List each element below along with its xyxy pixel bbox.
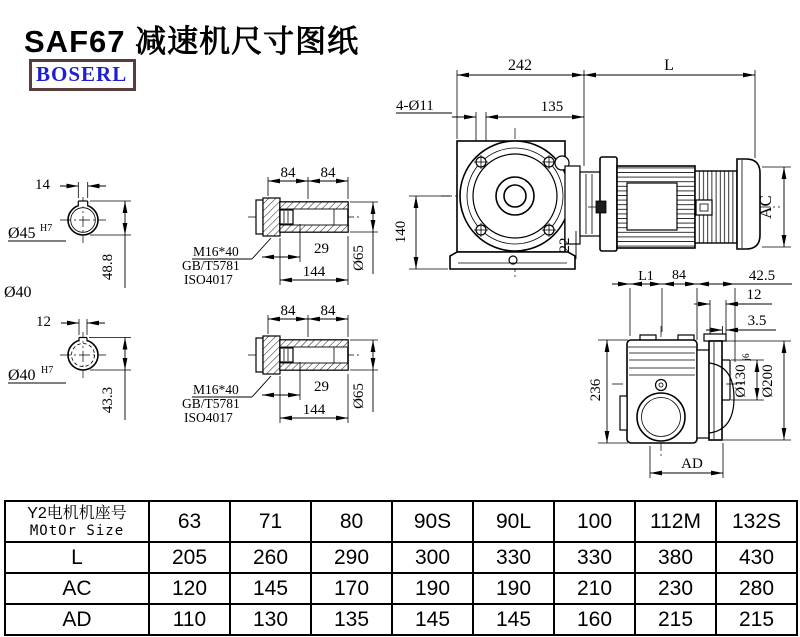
col-90S: 90S (392, 501, 473, 542)
side-cover (620, 396, 627, 430)
header-en: MOtOr Size (29, 523, 125, 539)
standard-gb-text: GB/T5781 (182, 258, 240, 273)
dim-keyway-width-12 (36, 314, 105, 335)
dim-140 (393, 196, 450, 269)
row-label-AC: AC (5, 573, 149, 604)
standard-iso-text: ISO4017 (184, 272, 233, 287)
dim-text-200: Ø200 (760, 364, 776, 398)
dim-text-144: 144 (302, 264, 326, 280)
table-row-AD (5, 604, 797, 635)
cell: 300 (392, 542, 473, 573)
cell: 120 (149, 573, 230, 604)
cell: 215 (635, 604, 716, 635)
table-row-AC (5, 573, 797, 604)
cell: 230 (635, 573, 716, 604)
cell: 430 (716, 542, 797, 573)
dim-text-12b: 12 (746, 287, 762, 303)
dim-84-84 (268, 165, 348, 199)
dim-text-135: 135 (540, 99, 564, 115)
gearbox-front-view (393, 57, 755, 277)
page-title: SAF67 减速机尺寸图纸 (24, 24, 360, 59)
hollow-shaft-section (182, 165, 378, 287)
shaft-bore-section-top (8, 177, 131, 288)
cell: 145 (392, 604, 473, 635)
dim-keyway-width-14 (35, 177, 106, 198)
cell: 215 (716, 604, 797, 635)
bore-tol-text: H7 (40, 223, 53, 234)
cell: 280 (716, 573, 797, 604)
motor-adapter (565, 166, 600, 244)
col-90L: 90L (473, 501, 554, 542)
hollow-shaft-section-lower (182, 303, 378, 425)
dim-text-14: 14 (35, 177, 50, 193)
col-132S: 132S (716, 501, 797, 542)
dim-text-84b: 84 (320, 165, 336, 181)
bore-tol-text: H7 (41, 365, 54, 376)
bolt-spec-text: M16*40 (193, 244, 239, 259)
cell: 135 (311, 604, 392, 635)
dim-text-84a: 84 (280, 165, 296, 181)
input-flange (697, 334, 734, 440)
dim-text-L1: L1 (638, 269, 654, 284)
motor-coupling-box (696, 200, 712, 215)
dim-dia-65 (350, 202, 378, 274)
shaft-bore-section-bottom (8, 314, 131, 420)
label-bore-dia-45 (8, 223, 66, 242)
motor (588, 157, 791, 251)
dim-text-43-3: 43.3 (100, 386, 116, 414)
dim-keyway-height-43-3 (89, 338, 131, 421)
col-100: 100 (554, 501, 635, 542)
cell: 205 (149, 542, 230, 573)
col-80: 80 (311, 501, 392, 542)
cell: 290 (311, 542, 392, 573)
cell: 145 (473, 604, 554, 635)
cell: 110 (149, 604, 230, 635)
cell: 380 (635, 542, 716, 573)
dim-text-3-5: 3.5 (747, 313, 767, 329)
mount-holes-text: 4-Ø11 (396, 98, 434, 114)
dim-text-48-8: 48.8 (100, 253, 116, 281)
dim-text-65: Ø65 (351, 245, 367, 271)
cell: 210 (554, 573, 635, 604)
bolt-head (280, 210, 293, 224)
cell: 330 (554, 542, 635, 573)
bore-dia-text: Ø40 (8, 367, 36, 384)
mounting-foot (450, 252, 575, 269)
gearbox-side-view (588, 268, 792, 478)
col-71: 71 (230, 501, 311, 542)
dim-text-29: 29 (314, 241, 329, 257)
col-112M: 112M (635, 501, 716, 542)
dim-text-L: L (664, 57, 674, 74)
dim-text-AC: AC (756, 195, 775, 219)
header-cn: Y2电机机座号 (27, 505, 127, 522)
cell: 160 (554, 604, 635, 635)
col-63: 63 (149, 501, 230, 542)
dim-text-42-5: 42.5 (748, 268, 776, 284)
cell: 170 (311, 573, 392, 604)
row-label-AD: AD (5, 604, 149, 635)
dim-text-130: Ø130 (733, 364, 749, 398)
motor-size-table (4, 500, 798, 636)
shaft-dia-label: Ø40 (4, 284, 32, 301)
cell: 190 (392, 573, 473, 604)
boserl-logo: BOSERL (29, 59, 136, 91)
dim-text-22: 22 (557, 237, 573, 253)
motor-frame-plate (627, 183, 677, 230)
cell: 130 (230, 604, 311, 635)
dim-text-AD: AD (681, 456, 703, 472)
dim-text-12: 12 (36, 314, 51, 330)
dim-text-140: 140 (393, 220, 409, 244)
bore-dia-text: Ø45 (8, 225, 36, 242)
cell: 330 (473, 542, 554, 573)
dim-text-130-tol: j6 (741, 353, 751, 361)
cell: 190 (473, 573, 554, 604)
label-bore-dia-40 (8, 365, 66, 384)
dim-AC (756, 167, 791, 247)
bolt-callout (182, 238, 271, 287)
table-row-L (5, 542, 797, 573)
row-label-L: L (5, 542, 149, 573)
dim-text-84: 84 (672, 268, 686, 283)
cell: 260 (230, 542, 311, 573)
input-shaft (596, 201, 606, 213)
dim-text-236: 236 (588, 378, 604, 402)
cell: 145 (230, 573, 311, 604)
dim-text-242: 242 (508, 57, 532, 74)
table-header-row (5, 501, 797, 542)
table-header-motor-size (5, 501, 149, 542)
